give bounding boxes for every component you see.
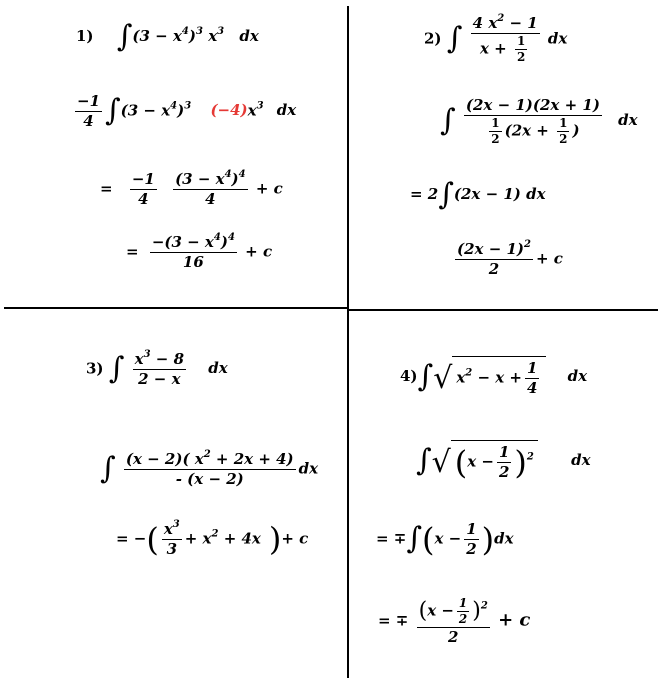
fraction: $\frac{x^3}{3}$ <box>163 519 180 558</box>
problem-1-label: 1) <box>76 27 94 45</box>
horizontal-divider-right <box>349 309 658 311</box>
fraction: $\frac{-1}{4}$ <box>131 170 155 208</box>
integral-sign: ∫ <box>406 521 422 557</box>
problem-3-step-3: = −( $\frac{x^3}{3}$ + $x^2 + 4x$ )+ c <box>116 519 309 559</box>
fraction: (x − $\frac{1}{2}$ )$^2$ 2 <box>418 596 488 646</box>
problem-4-step-4: = ∓ (x − $\frac{1}{2}$ )$^2$ 2 + c <box>378 596 531 646</box>
fraction: $\frac{-1}{4}$ <box>77 92 101 130</box>
square-root: √ $x^2 - x$ + $\frac{1}{4}$ <box>433 356 546 398</box>
integral-sign: ∫ <box>440 103 456 139</box>
problem-4-step-3: = ∓∫(x − $\frac{1}{2}$ )dx <box>376 520 514 559</box>
integral-sign: ∫ <box>108 351 125 387</box>
vertical-divider <box>347 6 349 678</box>
fraction: $\frac{1}{4}$ <box>526 359 538 397</box>
problem-1-step-2: $\frac{-1}{4}$ $\int(3 - x^4)^3$ $(-4)x^3$ dx <box>77 92 297 130</box>
problem-4-statement: 4)∫√ $x^2 - x$ + $\frac{1}{4}$ dx <box>400 356 587 398</box>
problem-2-step-3: = 2∫(2x − 1) dx <box>410 177 546 212</box>
integral-sign: ∫ <box>446 21 463 57</box>
square-root: √ (x − $\frac{1}{2}$ )$^2$ <box>432 440 538 482</box>
integral-sign: ∫ <box>116 19 133 54</box>
integral-sign: ∫ <box>417 358 434 394</box>
fraction: (2x − 1)(2x + 1) $\frac{1}{2}$ (2x + $\frac{1}{2}$ ) <box>465 96 600 146</box>
fraction: $\frac{-(3 - x^4)^4}{16}$ <box>151 232 235 271</box>
fraction: $\frac{1}{2}$ <box>498 443 510 481</box>
integral-sign: ∫ <box>100 451 116 487</box>
problem-1-step-4: = $\frac{-(3 - x^4)^4}{16}$ + c <box>126 232 273 271</box>
problem-2-label: 2) <box>424 29 442 48</box>
problem-1-step-3: = $\frac{-1}{4}$ $\frac{(3 - x^4)^4}{4}$ + c <box>100 169 283 208</box>
problem-1-statement: 1) $\int(3 - x^4)^3$ $x^3$ dx <box>76 19 259 54</box>
integral-sign: ∫ <box>105 93 121 129</box>
horizontal-divider-left <box>4 307 347 309</box>
fraction: $\frac{x^3 - 8}{2 - x}$ <box>134 349 185 388</box>
fraction: $\frac{1}{2}$ <box>466 520 477 558</box>
problem-3-step-2: ∫ $\frac{(x - 2)( x^2 + 2x + 4)}{- (x - 2)}$ dx <box>100 449 319 488</box>
integral-sign: ∫ <box>438 177 454 212</box>
fraction: $\frac{(2x - 1)^2}{2}$ <box>457 239 531 278</box>
problem-4-step-2: ∫√ (x − $\frac{1}{2}$ )$^2$ dx <box>416 440 591 482</box>
fraction: $\frac{(x - 2)( x^2 + 2x + 4)}{- (x - 2)}$ <box>125 449 294 488</box>
highlighted-factor: (−4) <box>210 101 248 120</box>
problem-2-step-2: ∫ (2x − 1)(2x + 1) $\frac{1}{2}$ (2x + $\frac{1}{2}$ ) dx <box>440 96 638 146</box>
problem-3-statement: 3) ∫ $\frac{x^3 - 8}{2 - x}$ dx <box>86 349 228 388</box>
problem-3-label: 3) <box>86 359 104 378</box>
fraction: 4 $x^2 - 1$ x + $\frac{1}{2}$ <box>472 13 538 64</box>
integral-sign: ∫ <box>416 442 432 478</box>
problem-2-step-4: $\frac{(2x - 1)^2}{2}$ + c <box>457 239 563 278</box>
problem-4-label: 4) <box>400 366 418 385</box>
problem-2-statement: 2) ∫ 4 $x^2 - 1$ x + $\frac{1}{2}$ dx <box>424 13 568 64</box>
fraction: $\frac{(3 - x^4)^4}{4}$ <box>175 169 246 208</box>
